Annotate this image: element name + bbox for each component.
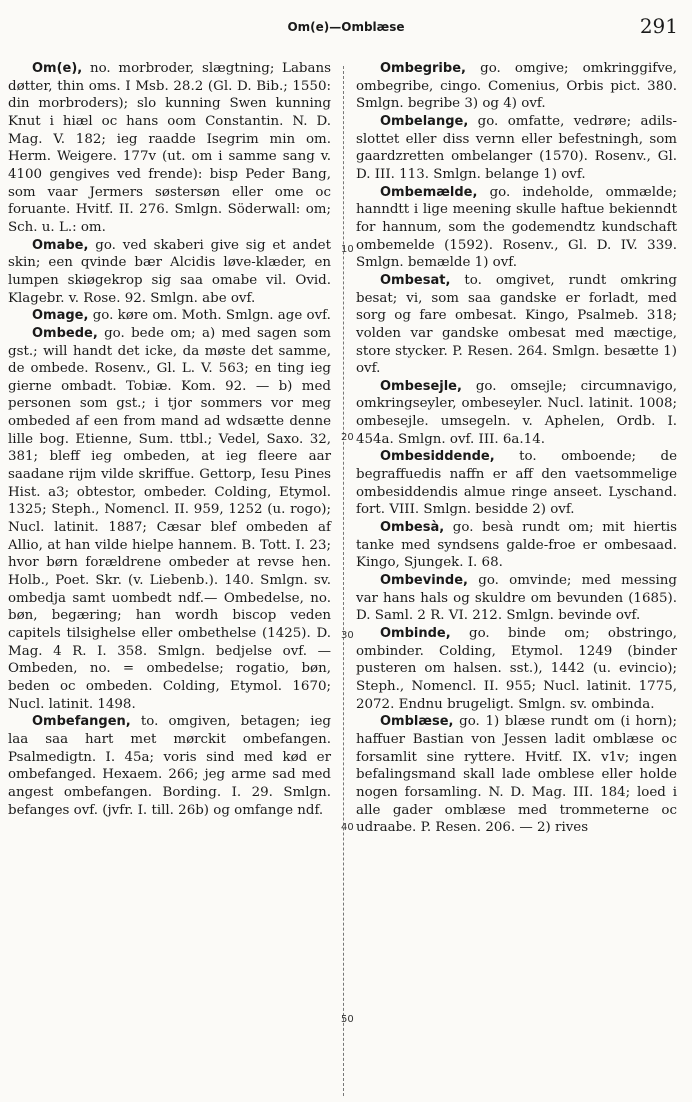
entry-text: go. køre om. Moth. Smlgn. age ovf.	[88, 308, 331, 324]
entry-text: go. ved skaberi give sig et andet skin; een qvinde bær Alcidis løve-klæder, en lumpen skiøgekrop sig saa omabe vil. Ovid. Klagebr. v. Rose. 92. Smlgn. abe ovf.	[8, 237, 331, 306]
dictionary-entry	[356, 184, 677, 272]
dictionary-entry	[8, 325, 331, 713]
entry-text: no. morbroder, slægtning; Labans døtter, thin oms. I Msb. 28.2 (Gl. D. Bib.; 1550: din morbroders); slo kunning Swen kunning Knut i hiæl oc hans oom Constantin. N. D. Mag. V. 182; ieg raadde Isegrim min om. Herm. Weigere. 177v (ut. om i samme sang v. 4100 gengives ved frende): bisp Peder Bang, som vaar Jermers søstersøn eller ome oc foruante. Hvitf. II. 276. Smlgn. Söderwall: om; Sch. u. L.: om.	[8, 61, 331, 235]
entry-text: to. omboende; de begraffuedis naffn er aff den vaetsommelige ombesiddendis almue ringe anseet. Lyschand. fort. VIII. Smlgn. besidde 2) ovf.	[356, 449, 677, 518]
dictionary-entry	[8, 60, 331, 237]
headword: Ombemælde,	[380, 184, 478, 200]
headword: Omblæse,	[380, 714, 454, 730]
headword: Omage,	[32, 308, 89, 324]
page-header	[0, 14, 692, 42]
headword: Ombelange,	[380, 113, 469, 129]
headword: Ombegribe,	[380, 61, 466, 76]
entry-text: go. bede om; a) med sagen som gst.; will handt det icke, da møste det samme, de ombede. Rosenv., Gl. L. V. 563; en ting ieg gierne ombadt. Tobiæ. Kom. 92. — b) med personen som gst.; i tjor sommers vor meg ombeded af een from mand ad wdsætte denne lille bog. Etienne, Sum. ttbl.; Vedel, Saxo. 32, 381; bleff ieg ombeden, at ieg fleere aar saadane rijm vilde skriffue. Gettorp, Iesu Pines Hist. a3; obtestor, ombeder. Colding, Etymol. 1325; Steph., Nomencl. II. 959, 1252 (u. rogo); Nucl. latinit. 1887; Cæsar blef ombeden af Allio, at han vilde hielpe hannem. B. Tott. I. 23; hvor børn forældrene ombeder at revse hen. Holb., Poet. Skr. (v. Liebenb.). 140. Smlgn. sv. ombedja samt uombedt ndf.— Ombedelse, no. bøn, begæring; han wordh biscop veden capitels tilsighelse eller ombethelse (1425). D. Mag. 4 R. I. 358. Smlgn. bedjelse ovf. — Ombeden, no. = ombedelse; rogatio, bøn, beden oc ombeden. Colding, Etymol. 1670; Nucl. latinit. 1498.	[8, 325, 331, 712]
entry-text: to. omgivet, rundt omkring besat; vi, som saa gandske er forladt, med sorg og fare ombesat. Kingo, Psalmeb. 318; volden var gandske ombesat med mæctige, store stycker. P. Resen. 264. Smlgn. besætte 1) ovf.	[356, 272, 677, 377]
dictionary-entry	[356, 378, 677, 449]
headword: Ombefangen,	[32, 714, 131, 730]
entry-text: go. 1) blæse rundt om (i horn); haffuer Bastian von Jessen ladit omblæse oc forsamlit sine ryttere. Hvitf. IX. v1v; ingen befalingsmand skall lade omblese eller holde nogen forsamling. N. D. Mag. III. 184; loed i alle gader omblæse med trommeterne oc udraabe. P. Resen. 206. — 2) rives	[356, 714, 677, 836]
entry-text: go. omvinde; med messing var hans hals og skuldre om bevunden (1685). D. Saml. 2 R. VI. 212. Smlgn. bevinde ovf.	[356, 573, 677, 624]
entry-text: go. omgive; omkringgifve, ombegribe, cingo. Comenius, Orbis pict. 380. Smlgn. begribe 3) og 4) ovf.	[356, 61, 677, 112]
dictionary-entry	[356, 713, 677, 837]
column-divider	[343, 66, 344, 1096]
dictionary-entry	[8, 237, 331, 308]
dictionary-entry	[356, 572, 677, 625]
dictionary-entry	[8, 307, 331, 325]
running-head: Om(e)—Omblæse	[287, 20, 405, 34]
dictionary-entry	[356, 519, 677, 572]
entry-text: go. omsejle; circumnavigo, omkringseyler, ombeseyler. Nucl. latinit. 1008; ombesejle. umsegeln. v. Aphelen, Ordb. I. 454a. Smlgn. ovf. III. 6a.14.	[356, 378, 677, 447]
headword: Ombesejle,	[380, 378, 462, 394]
headword: Omabe,	[32, 237, 89, 253]
headword: Ombesat,	[380, 272, 451, 288]
headword: Om(e),	[32, 61, 83, 76]
line-number: 30	[341, 630, 354, 641]
dictionary-entry	[356, 448, 677, 519]
line-number: 40	[341, 822, 354, 833]
left-column	[8, 60, 331, 819]
headword: Ombesà,	[380, 520, 445, 536]
dictionary-entry	[356, 272, 677, 378]
entry-text: go. omfatte, vedrøre; adils-slottet eller diss vernn eller befestningh, som gaardzretten ombelanger (1570). Rosenv., Gl. D. III. 113. Smlgn. belange 1) ovf.	[356, 113, 677, 182]
dictionary-entry	[8, 713, 331, 819]
right-column	[356, 60, 677, 837]
entry-text: to. omgiven, betagen; ieg laa saa hart met mørckit ombefangen. Psalmedigtn. I. 45a; voris sind med kød er ombefanged. Hexaem. 266; jeg arme sad med angest ombefangen. Bording. I. 29. Smlgn. befanges ovf. (jvfr. I. till. 26b) og omfange ndf.	[8, 714, 331, 818]
line-number: 10	[341, 244, 354, 255]
entry-text: go. indeholde, ommælde; hanndtt i lige meening skulle haftue bekienndt for hannum, som the godemendtz kundschaft ombemelde (1592). Rosenv., Gl. D. IV. 339. Smlgn. bemælde 1) ovf.	[356, 184, 677, 271]
dictionary-entry	[356, 60, 677, 113]
headword: Ombede,	[32, 325, 98, 341]
entry-text: go. binde om; obstringo, ombinder. Colding, Etymol. 1249 (binder pusteren om halsen. sst.), 1442 (u. evincio); Steph., Nomencl. II. 955; Nucl. latinit. 1775, 2072. Endnu brugeligt. Smlgn. sv. ombinda.	[356, 626, 677, 712]
headword: Ombinde,	[380, 626, 451, 641]
dictionary-entry	[356, 625, 677, 713]
entry-text: go. besà rundt om; mit hiertis tanke med syndsens galde-froe er ombesaad. Kingo, Sjungek. I. 68.	[356, 520, 677, 571]
line-number: 20	[341, 432, 354, 443]
dictionary-entry	[356, 113, 677, 184]
headword: Ombesiddende,	[380, 449, 495, 465]
page-number: 291	[639, 14, 678, 38]
headword: Ombevinde,	[380, 573, 468, 589]
line-number: 50	[341, 1014, 354, 1025]
